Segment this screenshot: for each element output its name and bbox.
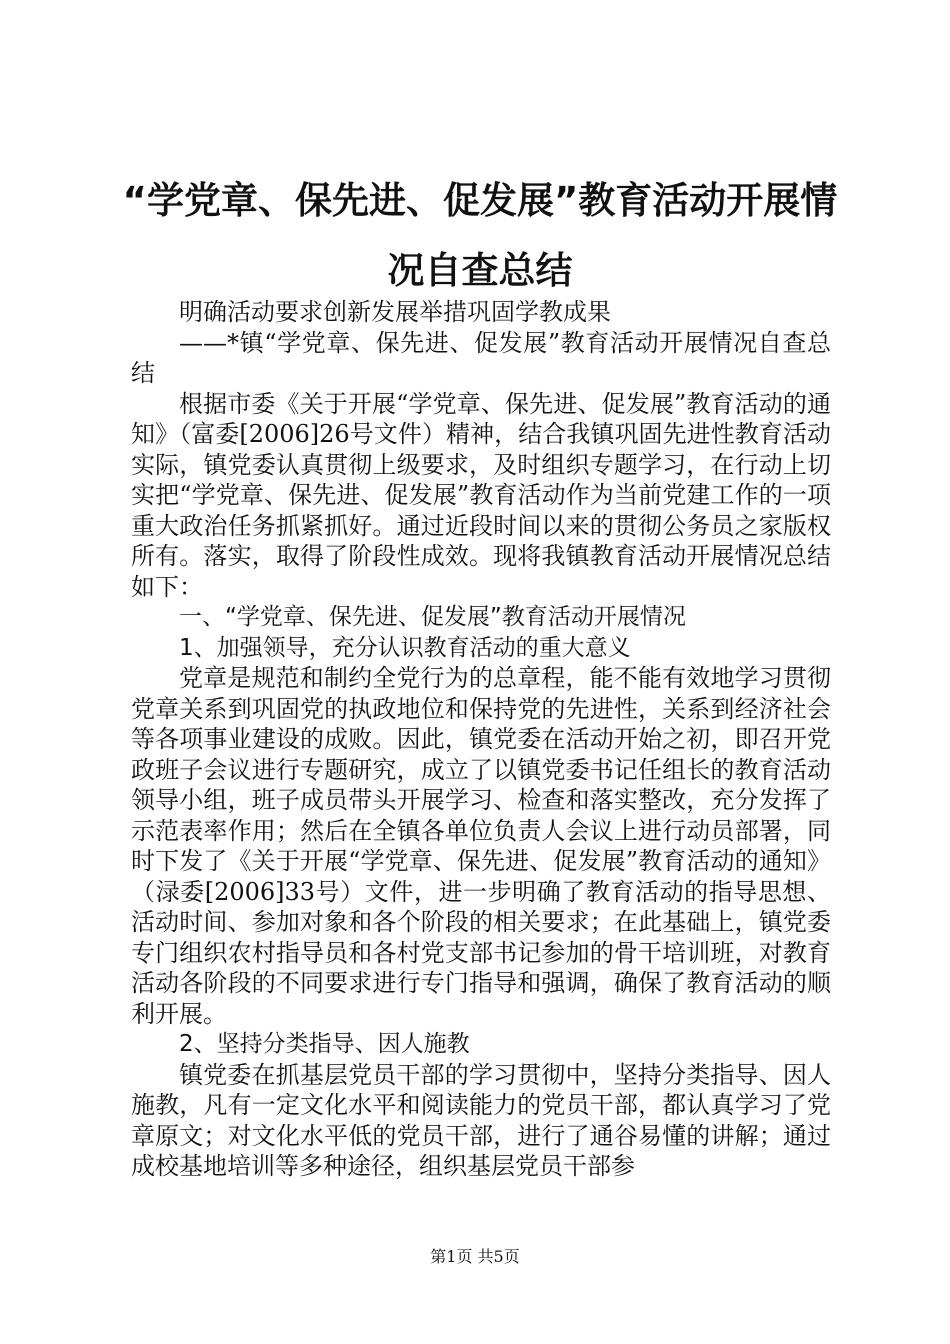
section-heading-1: 一、“学党章、保先进、促发展”教育活动开展情况 (179, 604, 686, 630)
document-body (131, 297, 831, 1182)
subtitle: 明确活动要求创新发展举措巩固学教成果 (179, 298, 611, 326)
subtitle-line-2: ——*镇“学党章、保先进、促发展”教育活动开展情况自查总结 (131, 328, 831, 387)
item-heading-2: 2、坚持分类指导、因人施教 (179, 1031, 470, 1057)
page-number-footer: 第1页 共5页 (430, 1247, 520, 1266)
paragraph-3: 镇党委在抓基层党员干部的学习贯彻中，坚持分类指导、因人施教，凡有一定文化水平和阅读能力的党员干部，都认真学习了党章原文；对文化水平低的党员干部，进行了通谷易懂的讲解；通过成校基地培训等多种途径，组织基层党员干部参 (131, 1060, 831, 1180)
item-heading-1: 1、加强领导，充分认识教育活动的重大意义 (179, 634, 631, 661)
paragraph-2: 党章是规范和制约全党行为的总章程，能不能有效地学习贯彻党章关系到巩固党的执政地位和保持党的先进性，关系到经济社会等各项事业建设的成败。因此，镇党委在活动开始之初，即召开党政班子会议进行专题研究，成立了以镇党委书记任组长的教育活动领导小组，班子成员带头开展学习、检查和落实整改，充分发挥了示范表率作用；然后在全镇各单位负责人会议上进行动员部署，同时下发了《关于开展“学党章、保先进、促发展”教育活动的通知》（渌委[2006]33号）文件，进一步明确了教育活动的指导思想、活动时间、参加对象和各个阶段的相关要求；在此基础上，镇党委专门组织农村指导员和各村党支部书记参加的骨干培训班，对教育活动各阶段的不同要求进行专门指导和强调，确保了教育活动的顺利开展。 (131, 664, 831, 1028)
document-title: “学党章、保先进、促发展”教育活动开展情况自查总结 (122, 179, 838, 292)
paragraph-intro: 根据市委《关于开展“学党章、保先进、促发展”教育活动的通知》（富委[2006]26号文件）精神，结合我镇巩固先进性教育活动实际，镇党委认真贯彻上级要求，及时组织专题学习，在行动上切实把“学党章、保先进、促发展”教育活动作为当前党建工作的一项重大政治任务抓紧抓好。通过近段时间以来的贯彻公务员之家版权所有。落实，取得了阶段性成效。现将我镇教育活动开展情况总结如下： (131, 389, 831, 601)
